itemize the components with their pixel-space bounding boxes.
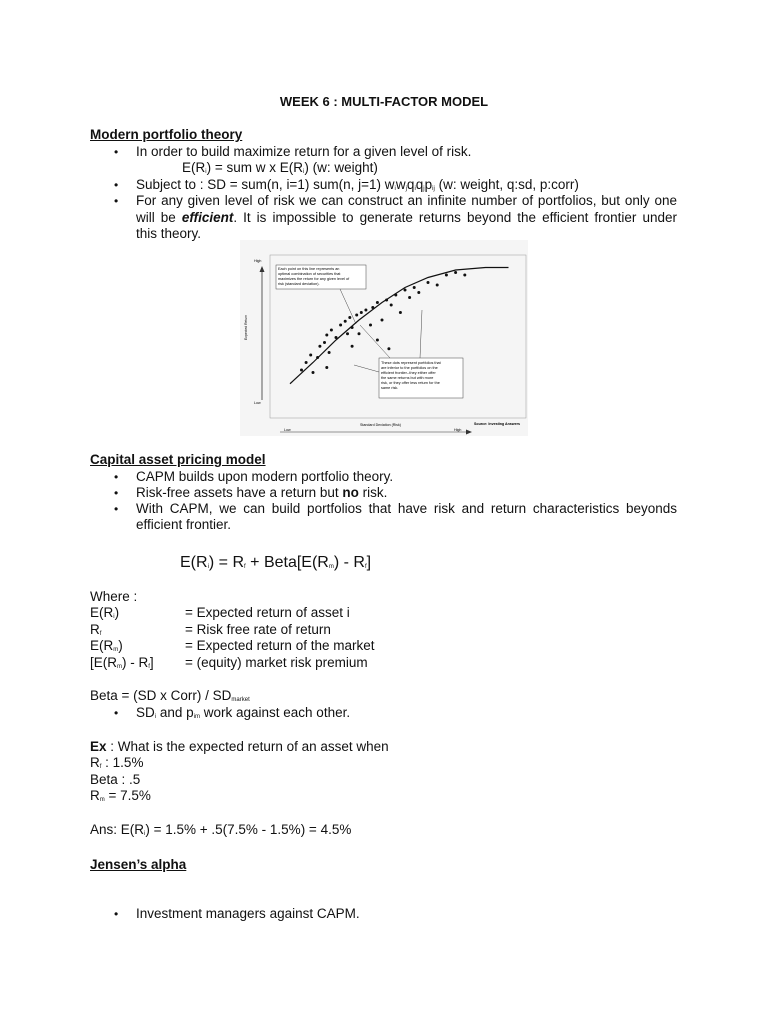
- example-answer: Ans: $E(R_i) = 1.5\% + .5(7.5\% - 1.5\%) = 4.5\%$: [90, 822, 352, 837]
- portfolio-point: [371, 306, 374, 309]
- where-term: $E(R_m)$: [90, 638, 123, 653]
- paragraph-line: will be efficient. It is impossible to generate returns beyond the efficient frontier under: [136, 210, 677, 225]
- portfolio-point: [445, 274, 448, 277]
- portfolio-point: [358, 332, 361, 335]
- y-high-label: High: [254, 259, 262, 263]
- portfolio-point: [360, 311, 363, 314]
- formula-expected-return: $E(R_i)$ = sum w x $E(R_i)$ (w: weight): [182, 160, 378, 175]
- portfolio-point: [454, 271, 457, 274]
- annotation-inferior-text: These dots represent portfolios that are inferior to the portfolios on the efficient frontier--they either offer the same returns but with more risk, or they offer less return for the same risk.: [381, 361, 441, 390]
- portfolio-point: [312, 371, 315, 374]
- portfolio-point: [325, 334, 328, 337]
- example-beta: Beta : .5: [90, 772, 141, 787]
- portfolio-point: [394, 294, 397, 297]
- portfolio-point: [339, 324, 342, 327]
- portfolio-point: [318, 345, 321, 348]
- list-item: • With CAPM, we can build portfolios that have risk and return characteristics beyonds: [136, 501, 677, 517]
- beta-formula: Beta = (SD x Corr) / $SD_{market}$: [90, 688, 250, 703]
- capm-formula: $E(R_i) = R_f$ + $Beta[E(R_m) - R_f]$: [180, 554, 372, 571]
- portfolio-point: [408, 296, 411, 299]
- portfolio-point: [385, 299, 388, 302]
- annotation-pointer-inferior-2: [420, 310, 422, 358]
- portfolio-point: [376, 339, 379, 342]
- portfolio-point: [309, 354, 312, 357]
- page-title: WEEK 6 : MULTI-FACTOR MODEL: [279, 94, 489, 109]
- paragraph-line: this theory.: [136, 226, 202, 241]
- x-high-label: High: [454, 428, 462, 432]
- portfolio-point: [404, 289, 407, 292]
- portfolio-point: [351, 345, 354, 348]
- where-term: $[E(R_m) - R_f]$: [90, 655, 154, 670]
- portfolio-point: [323, 341, 326, 344]
- y-axis-label: Expected Return: [244, 314, 248, 340]
- list-item: • Risk-free assets have a return but no risk.: [136, 485, 387, 501]
- x-axis-label: Standard Deviation (Risk): [360, 423, 401, 427]
- where-label: Where :: [90, 589, 138, 604]
- portfolio-point: [335, 336, 338, 339]
- annotation-pointer-inferior-1: [360, 325, 390, 358]
- portfolio-point: [355, 314, 358, 317]
- portfolio-point: [390, 304, 393, 307]
- annotation-frontier-text: Each point on this line represents an optimal combination of securities that maximizes the return for any given level of risk (standard deviation).: [278, 267, 350, 286]
- y-low-label: Low: [254, 401, 261, 405]
- portfolio-point: [328, 351, 331, 354]
- section-heading-mpt: Modern portfolio theory: [90, 127, 243, 142]
- source-label: Source: Investing Answers: [474, 422, 520, 426]
- portfolio-point: [381, 319, 384, 322]
- portfolio-point: [369, 324, 372, 327]
- portfolio-point: [344, 320, 347, 323]
- x-axis-arrow: [466, 430, 472, 435]
- paragraph-line: efficient frontier.: [136, 517, 232, 532]
- portfolio-point: [399, 311, 402, 314]
- y-axis-arrow: [260, 266, 265, 272]
- where-term: $E(R_i)$: [90, 605, 120, 620]
- list-item: • In order to build maximize return for a given level of risk.: [136, 144, 471, 160]
- list-item: • Investment managers against CAPM.: [136, 906, 360, 922]
- portfolio-point: [413, 286, 416, 289]
- portfolio-point: [325, 366, 328, 369]
- portfolio-point: [387, 347, 390, 350]
- where-term: $R_f$: [90, 622, 102, 637]
- where-definition: = Expected return of the market: [185, 638, 375, 653]
- portfolio-point: [346, 332, 349, 335]
- efficient-frontier-figure: [240, 240, 528, 436]
- portfolio-point: [316, 356, 319, 359]
- example-rf: $R_f$ : 1.5%: [90, 755, 144, 770]
- portfolio-point: [348, 316, 351, 319]
- portfolio-point: [330, 329, 333, 332]
- efficient-frontier-chart: [240, 240, 528, 436]
- where-definition: = (equity) market risk premium: [185, 655, 368, 670]
- list-item: • CAPM builds upon modern portfolio theory.: [136, 469, 393, 485]
- portfolio-point: [463, 274, 466, 277]
- where-definition: = Expected return of asset i: [185, 605, 350, 620]
- section-heading-jensen: Jensen’s alpha: [90, 857, 187, 872]
- list-item: • Subject to : SD = sum(n, i=1) sum(n, j=1) $w_iw_jq_iq_jp_{ij}$ (w: weight, q:sd, p:corr): [136, 177, 579, 197]
- portfolio-point: [351, 326, 354, 329]
- portfolio-point: [376, 301, 379, 304]
- annotation-pointer-inferior-3: [354, 365, 379, 372]
- example-rm: $R_m = 7.5\%$: [90, 788, 151, 803]
- where-definition: = Risk free rate of return: [185, 622, 331, 637]
- portfolio-point: [436, 284, 439, 287]
- example-question: Ex : What is the expected return of an asset when: [90, 739, 389, 754]
- list-item: • $SD_i$ and $p_{im}$ work against each other.: [136, 705, 350, 725]
- portfolio-point: [417, 291, 420, 294]
- portfolio-point: [364, 309, 367, 312]
- portfolio-point: [305, 361, 308, 364]
- x-low-label: Low: [284, 428, 291, 432]
- list-item: • For any given level of risk we can construct an infinite number of portfolios, but only one: [136, 193, 677, 209]
- section-heading-capm: Capital asset pricing model: [90, 452, 266, 467]
- portfolio-point: [427, 281, 430, 284]
- portfolio-point: [300, 369, 303, 372]
- annotation-pointer-frontier: [340, 289, 356, 324]
